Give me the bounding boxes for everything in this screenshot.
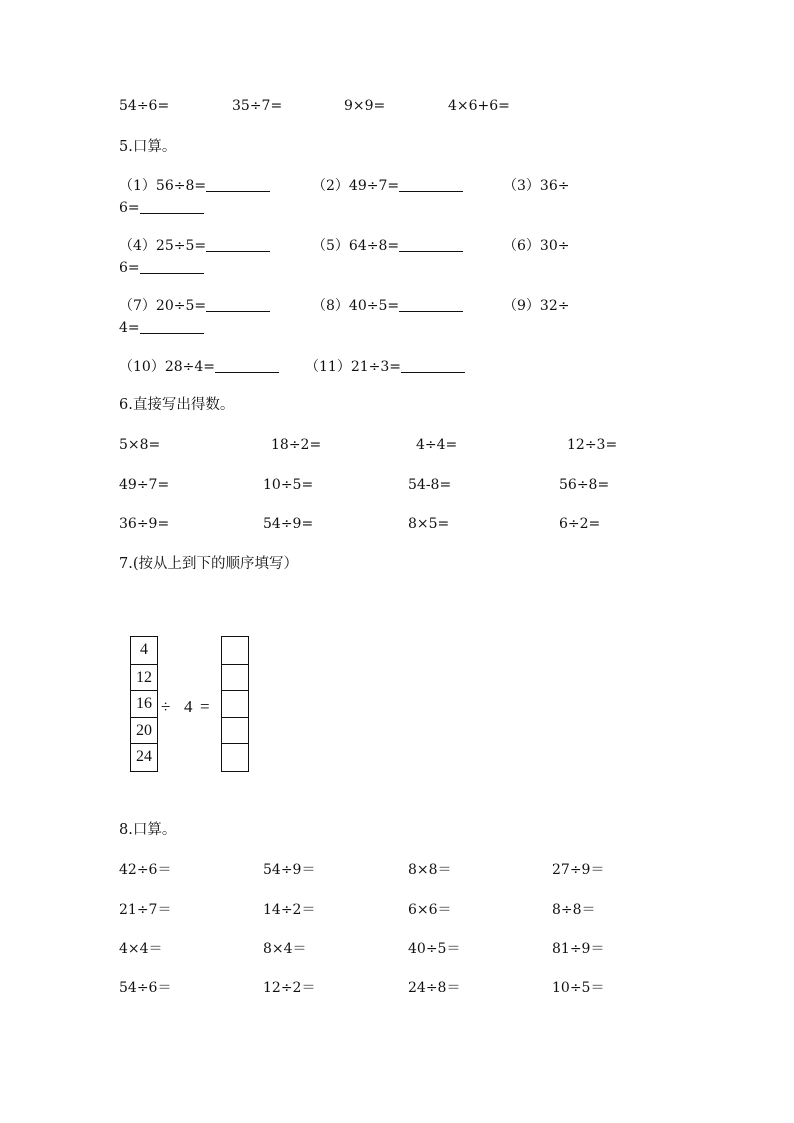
answer-blank (206, 237, 270, 252)
q8-expr: 54÷6＝ (119, 980, 172, 996)
q6-expr: 49÷7= (119, 477, 170, 493)
q5-item-11: （11）21÷3= (305, 357, 465, 377)
q8-expr: 24÷8＝ (408, 980, 461, 996)
q8-expr: 8÷8＝ (552, 902, 596, 918)
answer-box[interactable] (222, 637, 248, 663)
q8-expr: 54÷9＝ (263, 862, 316, 878)
q8-expr: 40÷5＝ (408, 941, 461, 957)
q5-item-9: （9）32÷ (503, 298, 570, 314)
q7-title: 7.(按从上到下的顺序填写） (119, 556, 298, 572)
dividend-cell: 4 (140, 641, 148, 658)
answer-column (221, 636, 249, 772)
equals-sign: = (200, 697, 210, 716)
q5-item-6: （6）30÷ (503, 238, 570, 254)
q5-item-9-wrap: 4= (119, 318, 204, 338)
q5-title: 5.口算。 (119, 139, 177, 155)
answer-blank (140, 259, 204, 274)
q6-expr: 56÷8= (559, 477, 610, 493)
answer-box[interactable] (222, 690, 248, 717)
q8-expr: 6×6＝ (408, 902, 452, 918)
q6-expr: 6÷2= (559, 516, 601, 532)
top-expression-1: 54÷6= (119, 98, 170, 114)
q5-item-7: （7）20÷5= (119, 296, 270, 316)
top-expression-2: 35÷7= (232, 98, 283, 114)
q5-item-3: （3）36÷ (503, 178, 570, 194)
answer-box[interactable] (222, 743, 248, 770)
q8-expr: 14÷2＝ (263, 902, 316, 918)
q5-item-4: （4）25÷5= (119, 236, 270, 256)
q5-item-10: （10）28÷4= (119, 357, 279, 377)
q8-expr: 21÷7＝ (119, 902, 172, 918)
dividend-cell: 20 (131, 717, 157, 744)
q6-expr: 4÷4= (416, 437, 458, 453)
answer-blank (399, 237, 463, 252)
answer-blank (140, 199, 204, 214)
divisor: 4 (184, 697, 193, 716)
q6-expr: 5×8= (119, 437, 161, 453)
q6-title: 6.直接写出得数。 (119, 397, 235, 413)
answer-blank (206, 297, 270, 312)
q8-expr: 4×4＝ (119, 941, 163, 957)
answer-blank (206, 177, 270, 192)
q8-expr: 8×8＝ (408, 862, 452, 878)
answer-blank (399, 177, 463, 192)
q8-title: 8.口算。 (119, 822, 177, 838)
dividend-cell: 12 (131, 664, 157, 691)
answer-box[interactable] (222, 664, 248, 691)
q6-expr: 12÷3= (567, 437, 618, 453)
dividend-column (130, 636, 158, 772)
q6-expr: 18÷2= (271, 437, 322, 453)
q5-item-6-wrap: 6= (119, 258, 204, 278)
answer-box[interactable] (222, 717, 248, 744)
q5-item-5: （5）64÷8= (312, 236, 463, 256)
q6-expr: 54-8= (408, 477, 452, 493)
top-expression-4: 4×6+6= (448, 98, 510, 114)
q6-expr: 8×5= (408, 516, 450, 532)
q6-expr: 10÷5= (263, 477, 314, 493)
q8-expr: 81÷9＝ (552, 941, 605, 957)
q5-item-2: （2）49÷7= (312, 176, 463, 196)
top-expression-3: 9×9= (344, 98, 386, 114)
answer-blank (399, 297, 463, 312)
answer-blank (215, 358, 279, 373)
q8-expr: 42÷6＝ (119, 862, 172, 878)
q8-expr: 27÷9＝ (552, 862, 605, 878)
dividend-cell: 24 (131, 743, 157, 770)
divide-sign: ÷ (161, 697, 171, 716)
answer-blank (401, 358, 465, 373)
q5-item-3-wrap: 6= (119, 198, 204, 218)
q5-item-8: （8）40÷5= (312, 296, 463, 316)
answer-blank (140, 319, 204, 334)
q8-expr: 10÷5＝ (552, 980, 605, 996)
q6-expr: 36÷9= (119, 516, 170, 532)
q8-expr: 8×4＝ (263, 941, 307, 957)
q5-item-1: （1）56÷8= (119, 176, 270, 196)
q6-expr: 54÷9= (263, 516, 314, 532)
q8-expr: 12÷2＝ (263, 980, 316, 996)
dividend-cell: 16 (131, 690, 157, 717)
